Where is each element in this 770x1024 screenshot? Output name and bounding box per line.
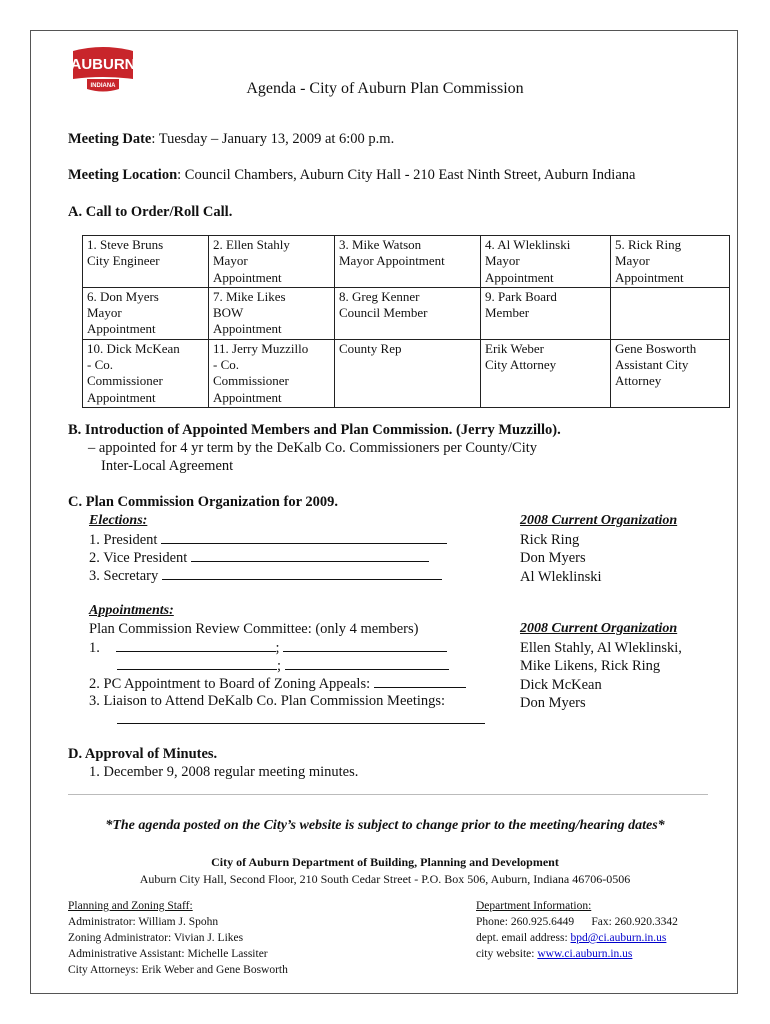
- item-label: 2. PC Appointment to Board of Zoning Appeals:: [89, 676, 371, 692]
- election-vice-president: [89, 549, 429, 567]
- review-committee-line1: [89, 639, 447, 657]
- blank-line: [117, 657, 277, 670]
- divider: [68, 794, 708, 795]
- section-d-heading: D. Approval of Minutes.: [68, 746, 218, 762]
- blank-line: [162, 567, 442, 580]
- appointee: Dick McKean: [520, 676, 602, 693]
- table-cell: 8. Greg Kenner Council Member: [335, 287, 481, 339]
- current-org-label: 2008 Current Organization: [520, 513, 678, 528]
- staff-member: City Attorneys: Erik Weber and Gene Bosworth: [68, 964, 288, 976]
- officer-name: Al Wleklinski: [520, 568, 602, 585]
- dept-address: Auburn City Hall, Second Floor, 210 South Cedar Street - P.O. Box 506, Auburn, Indiana 46706-0506: [139, 872, 631, 886]
- website-line: [476, 946, 678, 962]
- bza-appointment: [89, 675, 466, 693]
- liaison-blank: [117, 711, 485, 729]
- staff-member: Administrative Assistant: Michelle Lassiter: [68, 948, 268, 960]
- table-cell: 5. Rick Ring Mayor Appointment: [611, 236, 730, 288]
- election-label: 1. President: [89, 532, 158, 548]
- table-cell: 7. Mike Likes BOW Appointment: [209, 287, 335, 339]
- review-committee: Plan Commission Review Committee: (only 4 members): [89, 621, 419, 637]
- svg-text:INDIANA: INDIANA: [90, 83, 116, 89]
- table-cell: 6. Don Myers Mayor Appointment: [83, 287, 209, 339]
- table-cell: 11. Jerry Muzzillo - Co. Commissioner Appointment: [209, 339, 335, 407]
- dept-info-heading: Department Information:: [476, 900, 592, 912]
- current-org-label-2: 2008 Current Organization: [520, 621, 678, 636]
- blank-line: [191, 549, 429, 562]
- meeting-date: [68, 131, 394, 148]
- section-b-line1: – appointed for 4 yr term by the DeKalb Co. Commissioners per County/City: [88, 440, 538, 456]
- election-president: [89, 531, 447, 549]
- email-line: [476, 930, 678, 946]
- table-row: [83, 287, 730, 339]
- table-cell: Gene Bosworth Assistant City Attorney: [611, 339, 730, 407]
- email-label: dept. email address:: [476, 932, 571, 944]
- svg-text:AUBURN: AUBURN: [70, 56, 136, 73]
- table-cell: Erik Weber City Attorney: [481, 339, 611, 407]
- officer-name: Don Myers: [520, 550, 586, 567]
- blank-line: [117, 711, 485, 724]
- staff-member: Administrator: William J. Spohn: [68, 916, 219, 928]
- dept-name: City of Auburn Department of Building, Planning and Development: [211, 855, 559, 869]
- current-appointments: [520, 639, 682, 713]
- blank-line: [283, 639, 447, 652]
- appointee: Don Myers: [520, 695, 586, 712]
- table-cell: 10. Dick McKean - Co. Commissioner Appointment: [83, 339, 209, 407]
- blank-line: [374, 675, 466, 688]
- table-cell: 4. Al Wleklinski Mayor Appointment: [481, 236, 611, 288]
- section-c-heading: C. Plan Commission Organization for 2009.: [68, 494, 338, 510]
- meeting-location-label: Meeting Location: [68, 167, 178, 183]
- meeting-location: [68, 167, 635, 184]
- elections-label: Elections:: [89, 513, 148, 528]
- table-cell: 2. Ellen Stahly Mayor Appointment: [209, 236, 335, 288]
- phone-fax: Phone: 260.925.6449 Fax: 260.920.3342: [476, 916, 678, 928]
- table-cell: County Rep: [335, 339, 481, 407]
- table-cell: 3. Mike Watson Mayor Appointment: [335, 236, 481, 288]
- appointee: Mike Likens, Rick Ring: [520, 658, 661, 675]
- liaison-appointment: 3. Liaison to Attend DeKalb Co. Plan Commission Meetings:: [89, 693, 446, 709]
- table-cell: 9. Park Board Member: [481, 287, 611, 339]
- roll-call-table: [82, 235, 730, 408]
- minutes-item: 1. December 9, 2008 regular meeting minutes.: [89, 764, 359, 780]
- meeting-date-label: Meeting Date: [68, 131, 152, 147]
- table-row: [83, 339, 730, 407]
- blank-line: [285, 657, 449, 670]
- section-a-heading: A. Call to Order/Roll Call.: [68, 204, 233, 220]
- disclaimer: *The agenda posted on the City’s website is subject to change prior to the meeting/hearing dates*: [105, 818, 665, 833]
- staff-heading: Planning and Zoning Staff:: [68, 900, 193, 912]
- election-label: 2. Vice President: [89, 550, 188, 566]
- election-label: 3. Secretary: [89, 568, 159, 584]
- page-title: Agenda - City of Auburn Plan Commission: [246, 80, 524, 97]
- item-number: 1.: [89, 640, 100, 656]
- staff-member: Zoning Administrator: Vivian J. Likes: [68, 932, 244, 944]
- current-officers: [520, 531, 602, 586]
- dept-info-block: [476, 898, 678, 962]
- meeting-location-value: : Council Chambers, Auburn City Hall - 210 East Ninth Street, Auburn Indiana: [177, 167, 636, 183]
- table-cell: 1. Steve Bruns City Engineer: [83, 236, 209, 288]
- review-committee-line2: [89, 657, 449, 675]
- blank-line: [161, 531, 447, 544]
- section-b-line2: Inter-Local Agreement: [101, 458, 234, 474]
- website-label: city website:: [476, 948, 538, 960]
- semicolon: ;: [277, 658, 282, 674]
- table-cell: [611, 287, 730, 339]
- semicolon: ;: [275, 640, 280, 656]
- website-link[interactable]: www.ci.auburn.in.us: [537, 948, 633, 960]
- meeting-date-value: : Tuesday – January 13, 2009 at 6:00 p.m.: [151, 131, 395, 147]
- email-link[interactable]: bpd@ci.auburn.in.us: [570, 932, 667, 944]
- section-b-heading: B. Introduction of Appointed Members and Plan Commission. (Jerry Muzzillo).: [68, 422, 561, 438]
- appointments-label: Appointments:: [89, 603, 174, 618]
- staff-block: [68, 898, 288, 978]
- table-row: [83, 236, 730, 288]
- blank-line: [116, 639, 276, 652]
- officer-name: Rick Ring: [520, 532, 580, 548]
- appointee: Ellen Stahly, Al Wleklinski,: [520, 640, 682, 656]
- election-secretary: [89, 567, 442, 585]
